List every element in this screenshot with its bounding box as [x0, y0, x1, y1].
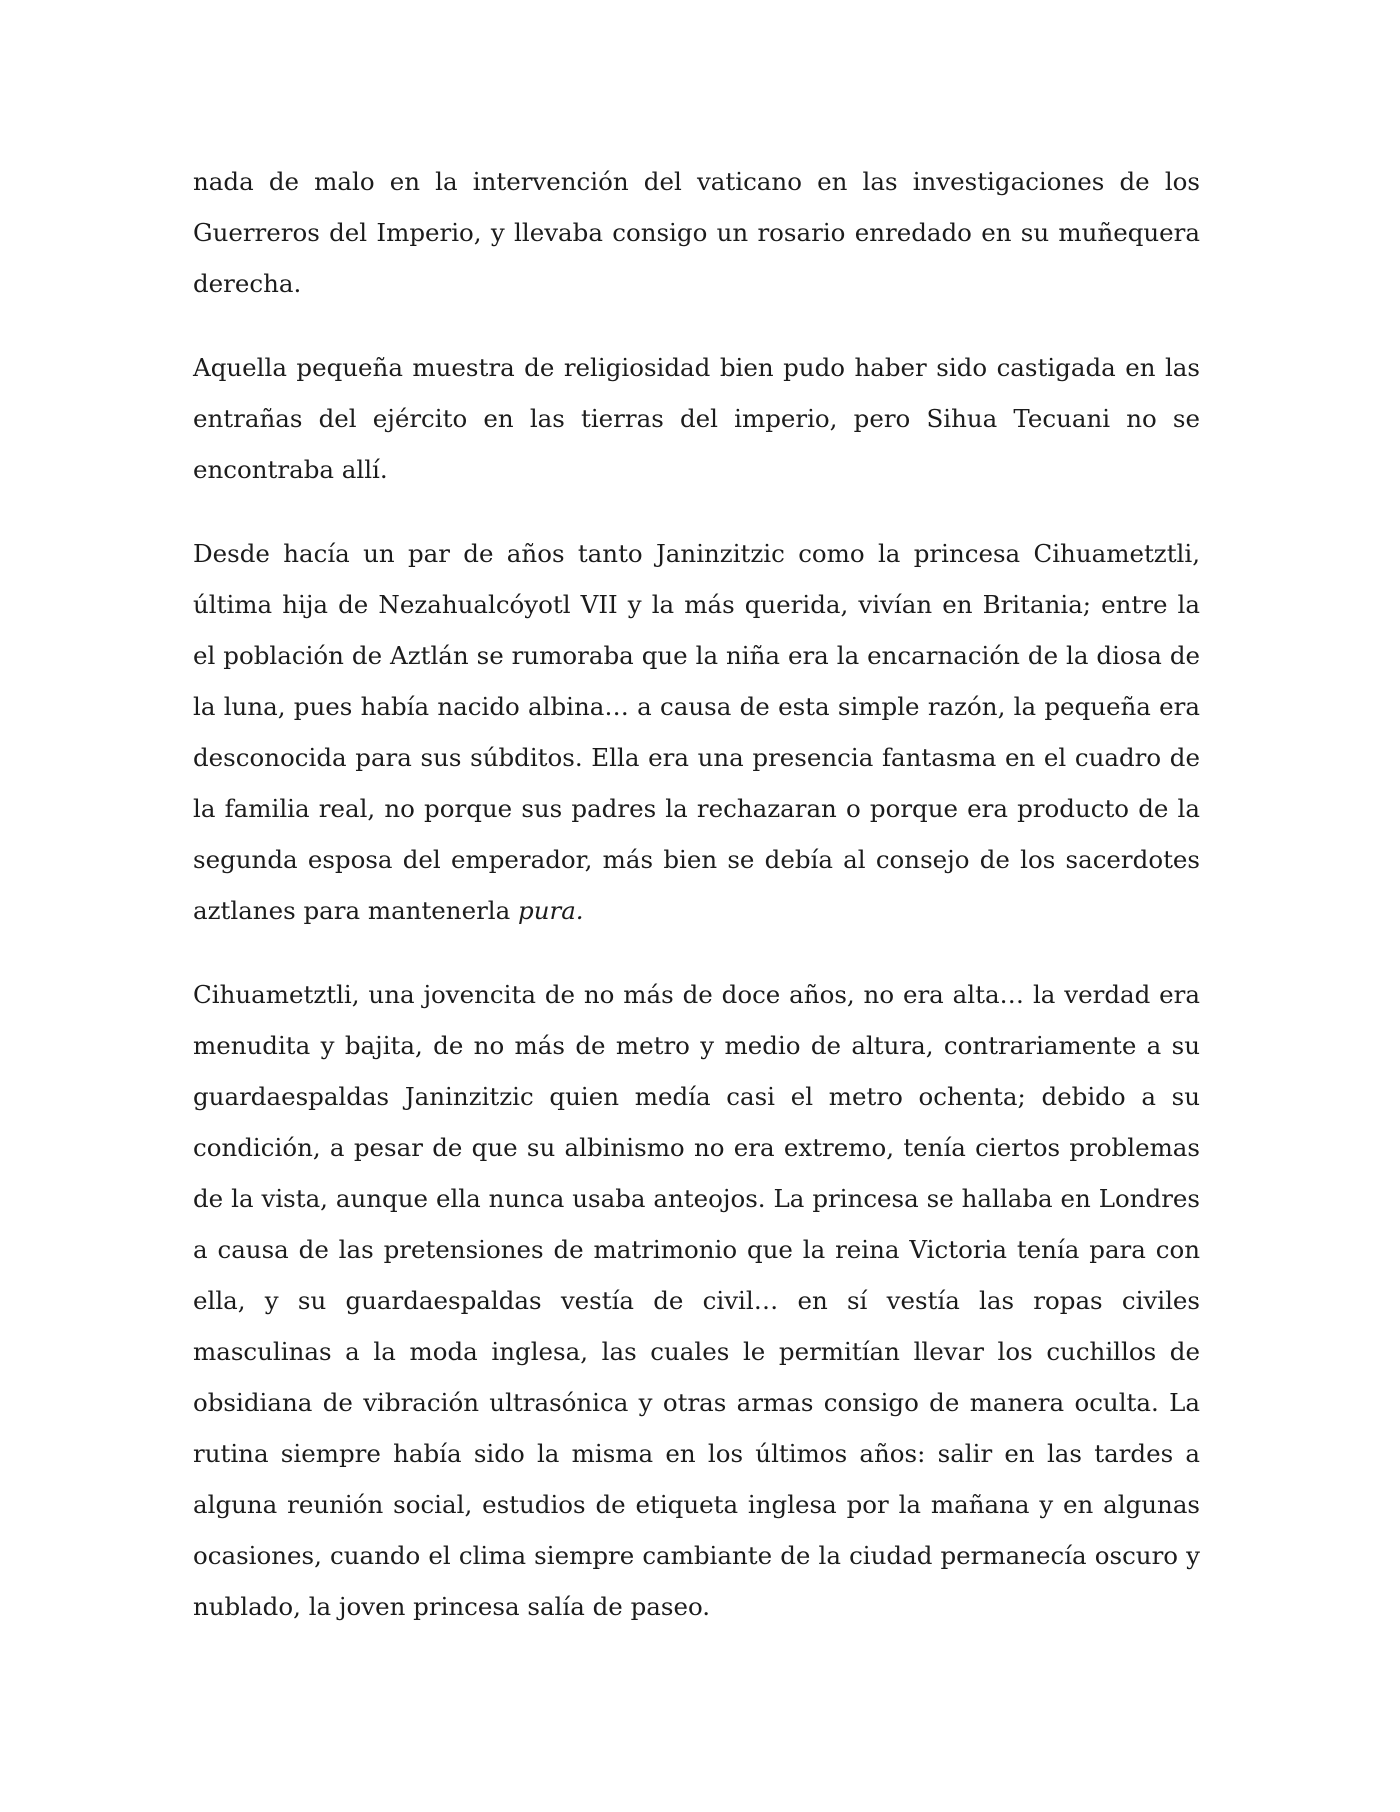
paragraph-2-text: Aquella pequeña muestra de religiosidad bien pudo haber sido castigada en las entrañas del ejército en las tierras del imperio, pero Sihua Tecuani no se encontraba allí. [193, 353, 1200, 484]
paragraph-1-text: nada de malo en la intervención del vaticano en las investigaciones de los Guerreros del Imperio, y llevaba consigo un rosario enredado en su muñequera derecha. [193, 167, 1200, 298]
paragraph-1 [193, 156, 1200, 309]
paragraph-3-emphasis: pura. [518, 896, 584, 925]
document-body [193, 156, 1200, 1632]
paragraph-3-text: Desde hacía un par de años tanto Janinzitzic como la princesa Cihuametztli, última hija de Nezahualcóyotl VII y la más querida, vivían en Britania; entre la el población de Aztlán se rumoraba que la niña era la encarnación de la diosa de la luna, pues había nacido albina… a causa de esta simple razón, la pequeña era desconocida para sus súbditos. Ella era una presencia fantasma en el cuadro de la familia real, no porque sus padres la rechazaran o porque era producto de la segunda esposa del emperador, más bien se debía al consejo de los sacerdotes aztlanes para mantenerla [193, 539, 1200, 925]
paragraph-4 [193, 969, 1200, 1632]
paragraph-3 [193, 528, 1200, 936]
paragraph-4-text: Cihuametztli, una jovencita de no más de doce años, no era alta… la verdad era menudita y bajita, de no más de metro y medio de altura, contrariamente a su guardaespaldas Janinzitzic quien medía casi el metro ochenta; debido a su condición, a pesar de que su albinismo no era extremo, tenía ciertos problemas de la vista, aunque ella nunca usaba anteojos. La princesa se hallaba en Londres a causa de las pretensiones de matrimonio que la reina Victoria tenía para con ella, y su guardaespaldas vestía de civil… en sí vestía las ropas civiles masculinas a la moda inglesa, las cuales le permitían llevar los cuchillos de obsidiana de vibración ultrasónica y otras armas consigo de manera oculta. La rutina siempre había sido la misma en los últimos años: salir en las tardes a alguna reunión social, estudios de etiqueta inglesa por la mañana y en algunas ocasiones, cuando el clima siempre cambiante de la ciudad permanecía oscuro y nublado, la joven princesa salía de paseo. [193, 980, 1200, 1621]
paragraph-2 [193, 342, 1200, 495]
